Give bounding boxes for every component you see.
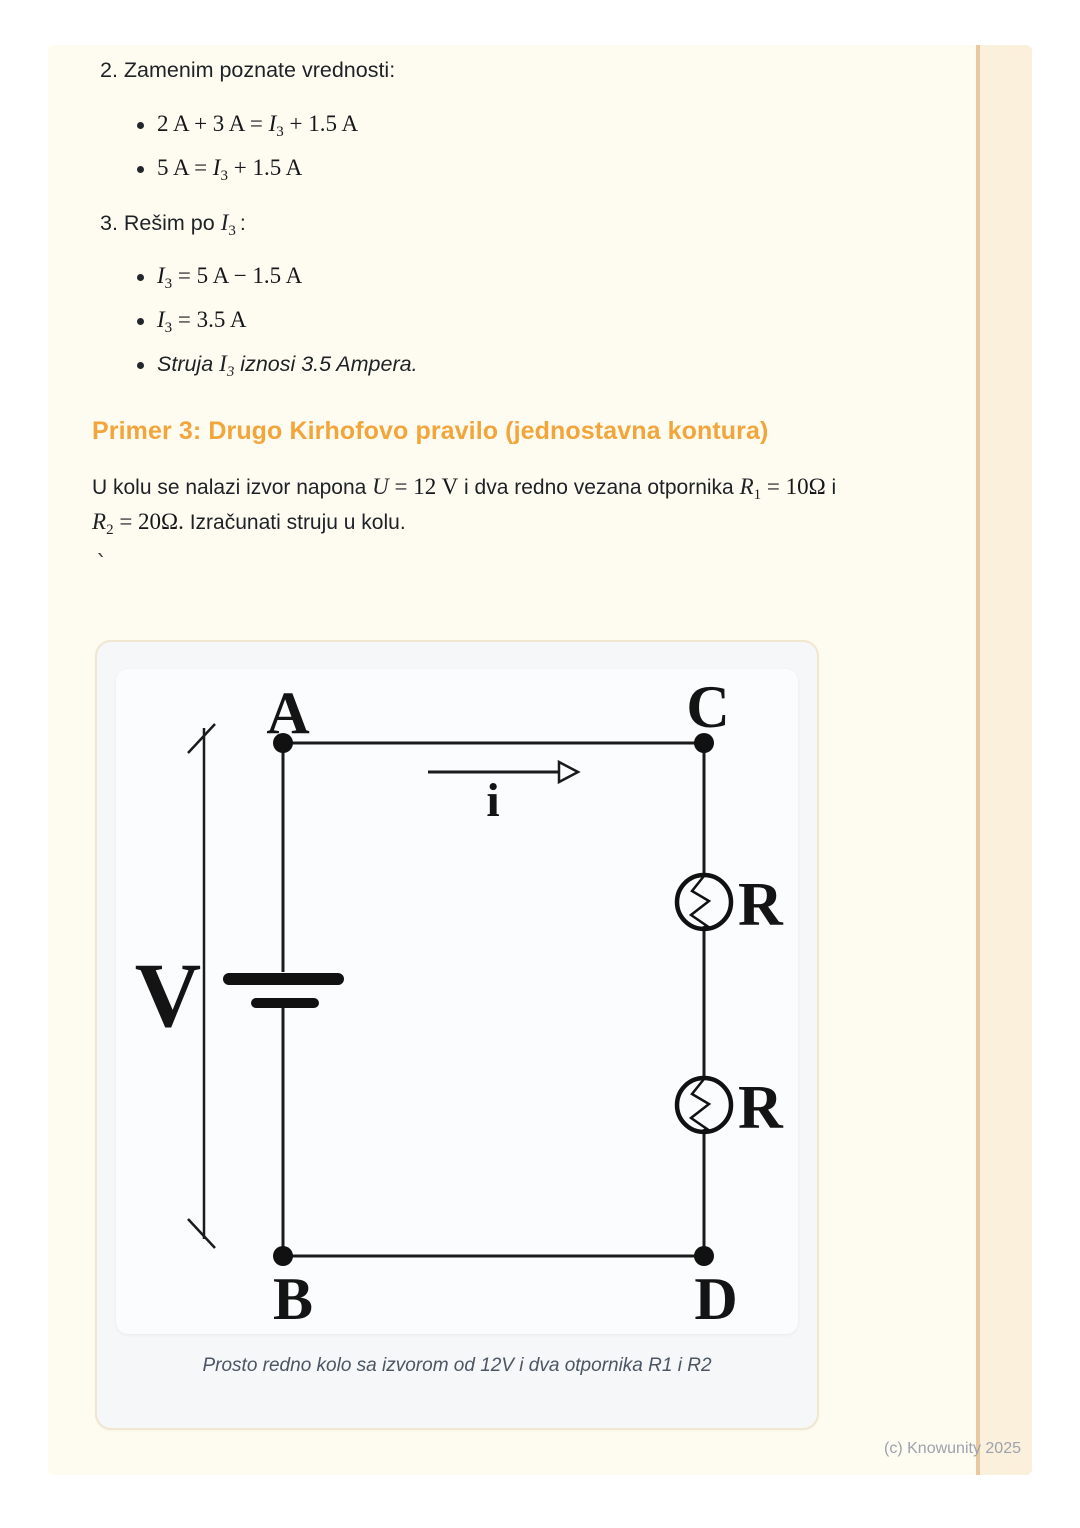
variable-r1: R	[739, 474, 754, 499]
node-b-dot	[273, 1246, 293, 1266]
node-b-label: B	[272, 1266, 314, 1332]
step-3-label	[100, 210, 246, 240]
subscript-2: 2	[106, 522, 114, 538]
subscript-3: 3	[276, 124, 284, 140]
subscript-3: 3	[226, 364, 235, 380]
dimension-tick-top	[188, 724, 215, 753]
subscript-1: 1	[753, 487, 762, 503]
subscript-3: 3	[164, 276, 173, 292]
variable-i3: I	[212, 155, 221, 180]
equation-text: = 5 A − 1.5 A	[172, 263, 303, 288]
step-2-label: 2. Zamenim poznate vrednosti:	[100, 58, 396, 82]
figure-card	[95, 640, 819, 1430]
variable-i3: I	[220, 210, 229, 235]
equation-line	[157, 307, 246, 337]
resistor-2-zigzag	[691, 1079, 709, 1131]
figure-caption: Prosto redno kolo sa izvorom od 12V i dva otpornika R1 i R2	[202, 1355, 712, 1376]
resistor-1-zigzag	[691, 876, 709, 928]
subscript-3: 3	[228, 223, 236, 239]
section-heading: Primer 3: Drugo Kirhofovo pravilo (jednostavna kontura)	[92, 417, 769, 445]
step-3-text: 3. Rešim po	[100, 211, 221, 235]
subscript-3: 3	[164, 320, 173, 336]
paragraph-text: i dva redno vezana otpornika	[458, 476, 740, 499]
problem-paragraph-line1	[92, 474, 836, 504]
node-d-dot	[694, 1246, 714, 1266]
variable-r2: R	[92, 509, 107, 534]
circuit-diagram	[116, 669, 798, 1334]
subscript-3: 3	[220, 168, 228, 184]
value-10ohm: = 10Ω	[761, 474, 826, 499]
equation-line	[157, 155, 302, 185]
dimension-tick-bottom	[188, 1219, 215, 1248]
node-d-label: D	[694, 1266, 738, 1332]
bullet-icon	[137, 166, 144, 173]
variable-u: U	[372, 474, 389, 499]
paragraph-text: i	[825, 476, 837, 499]
bullet-icon	[137, 362, 144, 369]
equation-text: = 3.5 A	[172, 307, 247, 332]
voltage-source-label: V	[134, 944, 202, 1046]
node-c-label: C	[686, 674, 730, 740]
circuit-figure	[116, 669, 798, 1334]
stray-backtick: `	[95, 552, 109, 577]
value-20ohm: = 20Ω.	[113, 509, 184, 534]
variable-i3: I	[157, 307, 165, 332]
equation-text: + 1.5 A	[283, 111, 359, 136]
conclusion-note	[157, 351, 418, 381]
current-label: i	[486, 774, 500, 827]
variable-i3: I	[219, 351, 227, 376]
paragraph-text: U kolu se nalazi izvor napona	[92, 476, 373, 499]
variable-i3: I	[268, 111, 277, 136]
value-12v: = 12 V	[388, 474, 459, 499]
current-arrow-head	[559, 762, 578, 782]
resistor-2-circle	[677, 1078, 731, 1132]
equation-line	[157, 263, 302, 293]
equation-line	[157, 111, 358, 141]
copyright-footer: (c) Knowunity 2025	[884, 1440, 1021, 1457]
resistor-1-label: R	[738, 871, 783, 939]
equation-text: 2 A + 3 A =	[157, 111, 269, 136]
node-a-label: A	[266, 680, 310, 746]
step-3-colon: :	[239, 211, 246, 235]
resistor-1-circle	[677, 875, 731, 929]
bullet-icon	[137, 274, 144, 281]
note-text: iznosi 3.5 Ampera.	[234, 352, 418, 376]
problem-paragraph-line2	[92, 509, 406, 539]
bullet-icon	[137, 122, 144, 129]
equation-text: 5 A =	[157, 155, 213, 180]
bullet-icon	[137, 318, 144, 325]
paragraph-text: Izračunati struju u kolu.	[183, 511, 406, 534]
equation-text: + 1.5 A	[227, 155, 303, 180]
resistor-2-label: R	[738, 1074, 783, 1142]
note-text: Struja	[157, 352, 220, 376]
variable-i3: I	[157, 263, 165, 288]
right-accent-band	[976, 45, 1032, 1475]
